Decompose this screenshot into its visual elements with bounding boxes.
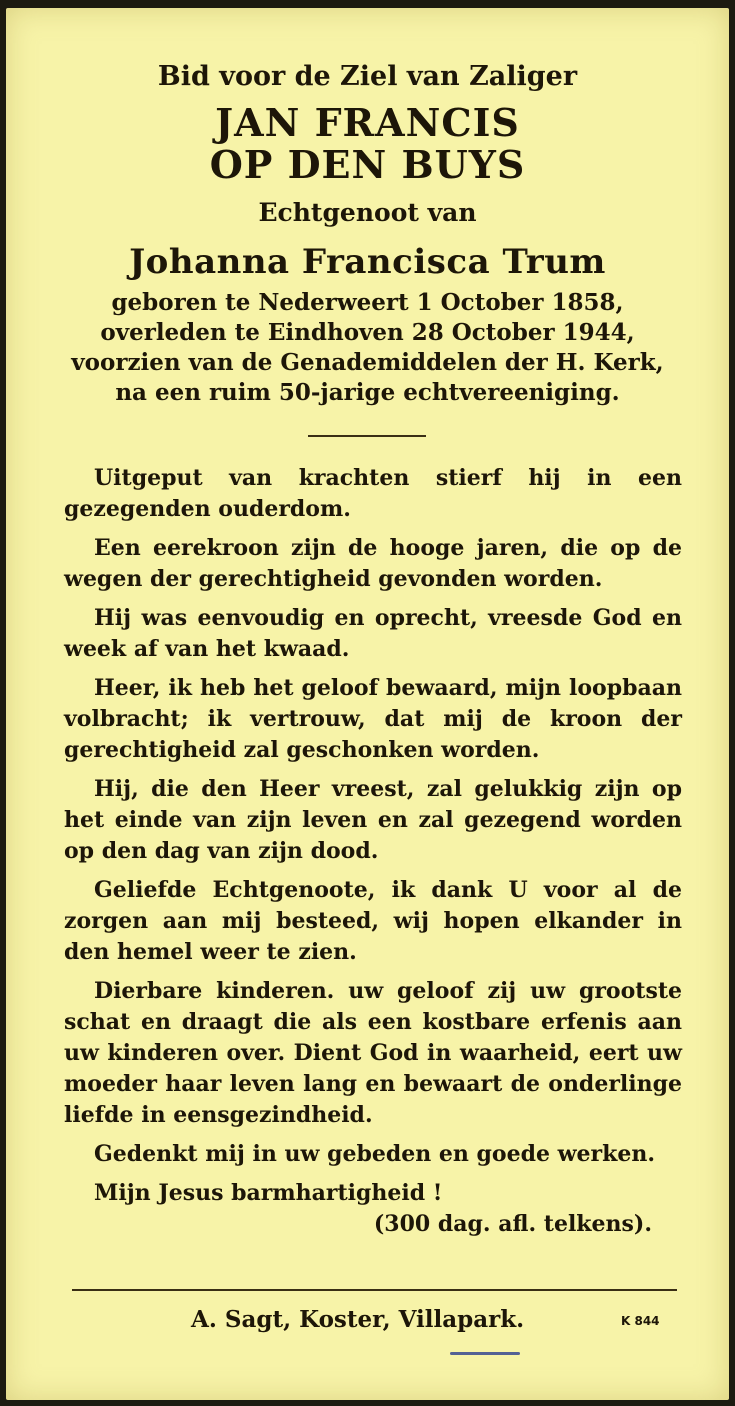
verses [64, 463, 682, 1240]
verse: Een eerekroon zijn de hooge jaren, die op de wegen der gerechtigheid gevonden worden. [64, 535, 682, 592]
verse: Heer, ik heb het geloof bewaard, mijn loopbaan volbracht; ik vertrouw, dat mij de kroon der gerechtigheid zal geschonken worden. [64, 675, 682, 763]
verse: Hij, die den Heer vreest, zal gelukkig zijn op het einde van zijn leven en zal gezegend worden op den dag van zijn dood. [64, 776, 682, 864]
divider-short [308, 435, 426, 437]
verse: Hij was eenvoudig en oprecht, vreesde God en week af van het kwaad. [64, 605, 682, 662]
deceased-name-line2: OP DEN BUYS [209, 142, 526, 187]
biography: geboren te Nederweert 1 October 1858, overleden te Eindhoven 28 October 1944, voorzien van de Genademiddelen der H. Kerk, na een ruim 50-jarige echtvereeniging. [71, 289, 664, 406]
ink-mark [450, 1352, 520, 1355]
indulgence-note: (300 dag. afl. telkens). [373, 1211, 652, 1237]
divider-long [72, 1289, 677, 1291]
printer-credit: A. Sagt, Koster, Villapark. [191, 1306, 525, 1333]
verse: Uitgeput van krachten stierf hij in een gezegenden ouderdom. [64, 465, 682, 522]
deceased-name-line1: JAN FRANCIS [215, 100, 520, 145]
verse: Geliefde Echtgenoote, ik dank U voor al de zorgen aan mij besteed, wij hopen elkander in den hemel weer te zien. [64, 877, 682, 965]
verse: Dierbare kinderen. uw geloof zij uw grootste schat en draagt die als een kostbare erfenis aan uw kinderen over. Dient God in waarheid, eert uw moeder haar leven lang en bewaart de onderlinge liefde in eensgezindheid. [64, 978, 682, 1128]
verse: Gedenkt mij in uw gebeden en goede werken. [94, 1141, 656, 1167]
verse: Mijn Jesus barmhartigheid ! [94, 1180, 443, 1206]
spouse-label: Echtgenoot van [258, 198, 477, 227]
spouse-name: Johanna Francisca Trum [129, 242, 606, 282]
print-code: K 844 [621, 1314, 660, 1328]
memorial-card [6, 8, 729, 1400]
intro-line: Bid voor de Ziel van Zaliger [157, 61, 578, 92]
